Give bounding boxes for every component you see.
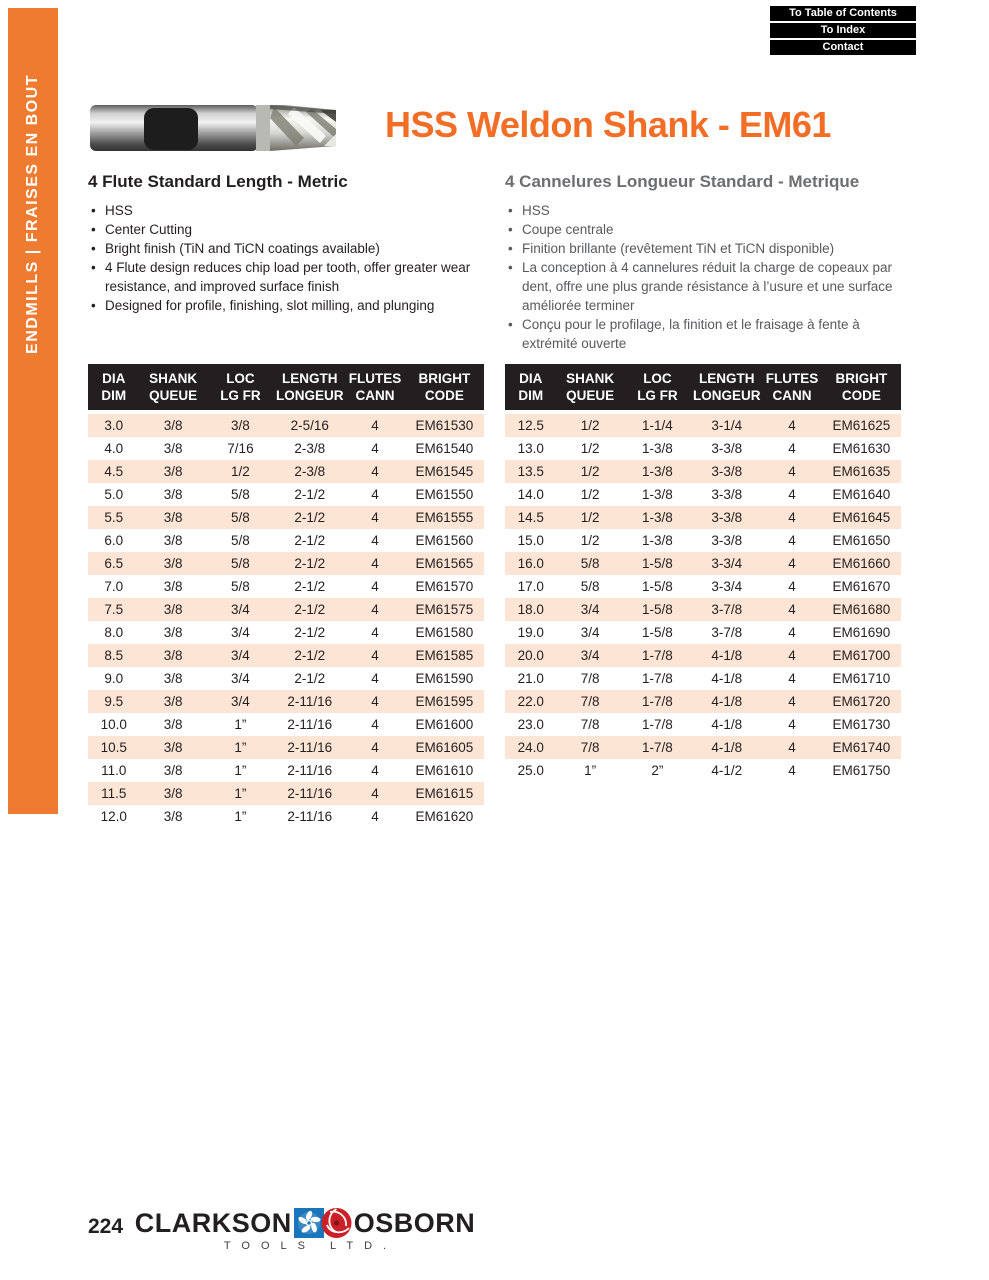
table-cell: 4	[371, 464, 379, 479]
table-cell: 1”	[234, 717, 247, 732]
table-cell: 21.0	[517, 671, 544, 686]
table-row	[505, 644, 901, 667]
table-cell: 4	[788, 487, 796, 502]
table-cell: 1”	[234, 809, 247, 824]
col-header-shank: SHANK QUEUE	[556, 364, 623, 414]
table-cell: 5/8	[231, 556, 250, 571]
feature-list-french	[505, 201, 915, 353]
table-cell: 4	[371, 602, 379, 617]
table-cell: 3/4	[580, 602, 600, 617]
table-row	[505, 575, 901, 598]
table-cell: 4	[788, 671, 796, 686]
table-cell: 4	[371, 648, 379, 663]
table-cell: 4	[371, 533, 379, 548]
table-cell: 1-5/8	[642, 602, 673, 617]
table-row	[505, 483, 901, 506]
table-cell: 4	[371, 510, 379, 525]
table-cell: 20.0	[517, 648, 544, 663]
table-cell: 4	[371, 694, 379, 709]
table-cell: 24.0	[517, 740, 544, 755]
table-row	[505, 736, 901, 759]
table-cell: 3/8	[163, 740, 183, 755]
table-cell: 3-7/8	[711, 602, 743, 617]
table-cell: 3/8	[163, 487, 183, 502]
table-row	[505, 437, 901, 460]
col-header-flutes: FLUTES CANN	[345, 364, 404, 414]
sidebar-category-label: ENDMILLS | FRAISES EN BOUT	[24, 74, 41, 354]
table-cell: 4-1/8	[711, 648, 743, 663]
bullet-item: • Finition brillante (revêtement TiN et TiCN disponible)	[505, 239, 915, 258]
table-row	[88, 506, 484, 529]
table-cell: EM61530	[415, 418, 474, 433]
table-cell: 2-5/16	[290, 418, 329, 433]
table-cell: 3-3/4	[711, 556, 743, 571]
table-cell: EM61540	[415, 441, 474, 456]
company-logo	[134, 1206, 476, 1252]
table-cell: 1/2	[231, 464, 250, 479]
table-row	[505, 759, 901, 782]
table-cell: 23.0	[517, 717, 544, 732]
table-cell: 4	[371, 556, 379, 571]
table-cell: 2-1/2	[294, 579, 326, 594]
table-cell: 7.0	[104, 579, 124, 594]
table-cell: 4.0	[104, 441, 124, 456]
table-cell: 4	[371, 740, 379, 755]
table-cell: 1-7/8	[642, 717, 673, 732]
table-cell: 7/8	[580, 740, 600, 755]
table-cell: 1/2	[580, 464, 600, 479]
table-cell: 1-3/8	[642, 510, 673, 525]
table-cell: EM61595	[415, 694, 474, 709]
table-cell: 4-1/2	[711, 763, 743, 778]
table-cell: 2”	[651, 763, 664, 778]
table-cell: 1-5/8	[642, 579, 673, 594]
table-row	[88, 414, 484, 437]
table-cell: 2-11/16	[287, 763, 333, 778]
table-cell: 3-3/8	[711, 510, 743, 525]
table-cell: 1-7/8	[642, 671, 673, 686]
table-cell: 4	[788, 717, 796, 732]
table-cell: EM61565	[415, 556, 474, 571]
table-row	[88, 575, 484, 598]
table-cell: 4	[371, 487, 379, 502]
brand-subtitle: TOOLS LTD.	[223, 1240, 398, 1252]
table-cell: 5.5	[104, 510, 124, 525]
table-cell: 2-3/8	[294, 464, 326, 479]
table-cell: 2-11/16	[287, 786, 333, 801]
table-cell: 3-3/8	[711, 487, 743, 502]
table-cell: 7/16	[227, 441, 254, 456]
table-row	[88, 483, 484, 506]
to-table-of-contents-button[interactable]: To Table of Contents	[770, 6, 916, 21]
table-cell: 3/4	[580, 625, 600, 640]
table-row	[505, 598, 901, 621]
table-cell: 1-3/8	[642, 487, 673, 502]
table-cell: 17.0	[517, 579, 544, 594]
table-cell: 1/2	[580, 533, 600, 548]
table-cell: 4	[371, 809, 379, 824]
spec-table-metric-left	[88, 364, 484, 828]
endmill-product-photo	[88, 94, 340, 160]
col-header-bright: BRIGHT CODE	[822, 364, 901, 414]
table-cell: 3/4	[231, 694, 250, 709]
table-cell: EM61680	[832, 602, 891, 617]
table-cell: 5/8	[580, 556, 600, 571]
table-cell: 5/8	[231, 533, 250, 548]
table-row	[88, 552, 484, 575]
contact-button[interactable]: Contact	[770, 40, 916, 55]
table-cell: 2-1/2	[294, 556, 326, 571]
table-cell: 5/8	[580, 579, 600, 594]
table-cell: 1”	[234, 740, 247, 755]
table-row	[505, 506, 901, 529]
table-cell: 3/8	[163, 625, 183, 640]
table-cell: 1-5/8	[642, 556, 673, 571]
table-cell: 3/8	[163, 533, 183, 548]
bullet-item: • Bright finish (TiN and TiCN coatings available)	[88, 239, 493, 258]
col-header-loc: LOC LG FR	[624, 364, 691, 414]
bullet-item: • La conception à 4 cannelures réduit la charge de copeaux par dent, offre une plus grande résistance à l’usure et une surface améliorée terminer	[505, 258, 915, 315]
table-cell: 4	[371, 786, 379, 801]
sidebar-label-wrap	[8, 66, 58, 362]
table-row	[88, 437, 484, 460]
table-cell: 3/8	[163, 763, 183, 778]
table-cell: 5.0	[104, 487, 124, 502]
table-cell: 4-1/8	[711, 694, 743, 709]
table-cell: 1-3/8	[642, 441, 673, 456]
table-row	[88, 713, 484, 736]
spec-table-metric-right	[505, 364, 901, 782]
table-row	[505, 621, 901, 644]
table-row	[88, 782, 484, 805]
table-row	[88, 598, 484, 621]
table-cell: 1/2	[580, 418, 600, 433]
table-cell: 7/8	[580, 671, 600, 686]
table-cell: 4.5	[104, 464, 124, 479]
table-cell: 3/8	[163, 671, 183, 686]
bullet-item: • HSS	[505, 201, 915, 220]
table-cell: 4	[788, 694, 796, 709]
table-cell: 1-3/8	[642, 533, 673, 548]
table-cell: 3/8	[163, 694, 183, 709]
table-cell: 4	[788, 441, 796, 456]
table-cell: 2-1/2	[294, 533, 326, 548]
brand-name-osborn: OSBORN	[353, 1207, 476, 1238]
page-number: 224	[88, 1215, 124, 1238]
table-cell: 2-11/16	[287, 694, 333, 709]
table-cell: EM61640	[832, 487, 891, 502]
table-cell: 4	[788, 464, 796, 479]
table-cell: EM61700	[832, 648, 891, 663]
table-cell: EM61570	[415, 579, 474, 594]
brand-name-clarkson: CLARKSON	[134, 1207, 292, 1238]
table-cell: 5/8	[231, 510, 250, 525]
table-cell: 4	[788, 648, 796, 663]
col-header-loc: LOC LG FR	[207, 364, 274, 414]
table-cell: 1-7/8	[642, 648, 673, 663]
bullet-item: • Center Cutting	[88, 220, 493, 239]
table-cell: 1-7/8	[642, 694, 673, 709]
table-header	[88, 364, 484, 414]
table-cell: 22.0	[517, 694, 544, 709]
table-row	[88, 529, 484, 552]
table-cell: 2-1/2	[294, 487, 326, 502]
table-cell: EM61605	[415, 740, 474, 755]
table-cell: EM61720	[832, 694, 891, 709]
table-cell: 10.0	[100, 717, 127, 732]
table-cell: 11.5	[101, 786, 127, 801]
table-cell: 1-5/8	[642, 625, 673, 640]
col-header-dia: DIA DIM	[505, 364, 556, 414]
table-cell: 14.5	[517, 510, 544, 525]
table-cell: EM61650	[832, 533, 891, 548]
table-cell: 3-7/8	[711, 625, 743, 640]
table-cell: 13.0	[517, 441, 544, 456]
table-row	[505, 552, 901, 575]
table-cell: 12.0	[100, 809, 127, 824]
to-index-button[interactable]: To Index	[770, 23, 916, 38]
table-cell: 7/8	[580, 717, 600, 732]
table-cell: EM61600	[415, 717, 474, 732]
table-cell: EM61645	[832, 510, 891, 525]
table-cell: 3/8	[163, 441, 183, 456]
table-cell: 4	[788, 418, 796, 433]
table-cell: 2-11/16	[287, 717, 333, 732]
table-cell: 16.0	[517, 556, 544, 571]
table-row	[505, 667, 901, 690]
table-cell: 1”	[234, 786, 247, 801]
table-cell: 4	[788, 740, 796, 755]
table-cell: 2-1/2	[294, 648, 326, 663]
table-row	[88, 736, 484, 759]
table-row	[88, 621, 484, 644]
bullet-item: • HSS	[88, 201, 493, 220]
table-cell: 1-1/4	[642, 418, 673, 433]
bullet-item: • Designed for profile, finishing, slot milling, and plunging	[88, 296, 493, 315]
table-cell: 4-1/8	[711, 717, 743, 732]
table-cell: EM61610	[415, 763, 474, 778]
table-cell: 2-1/2	[294, 625, 326, 640]
table-cell: 3-3/8	[711, 464, 743, 479]
table-cell: 3/8	[163, 579, 183, 594]
table-cell: EM61585	[415, 648, 474, 663]
feature-list-english	[88, 201, 493, 315]
table-row	[505, 529, 901, 552]
table-cell: 3/8	[163, 786, 183, 801]
table-cell: 10.5	[100, 740, 127, 755]
table-cell: 5/8	[231, 487, 250, 502]
table-cell: 3-3/4	[711, 579, 743, 594]
table-cell: 3/8	[163, 464, 183, 479]
table-header	[505, 364, 901, 414]
table-cell: EM61580	[415, 625, 474, 640]
table-cell: 3/4	[231, 602, 250, 617]
table-cell: 4-1/8	[711, 671, 743, 686]
pinwheel-logo-icon	[294, 1206, 352, 1240]
table-cell: 3/4	[580, 648, 600, 663]
table-cell: EM61575	[415, 602, 474, 617]
table-cell: 1”	[234, 763, 247, 778]
table-cell: EM61730	[832, 717, 891, 732]
table-cell: 3/8	[163, 510, 183, 525]
table-cell: 4	[788, 556, 796, 571]
table-cell: EM61750	[832, 763, 891, 778]
table-cell: 3/4	[231, 625, 250, 640]
bullet-item: • Coupe centrale	[505, 220, 915, 239]
col-header-flutes: FLUTES CANN	[762, 364, 821, 414]
page-title: HSS Weldon Shank - EM61	[385, 104, 831, 145]
table-cell: 3/4	[231, 671, 250, 686]
table-cell: 6.5	[104, 556, 124, 571]
table-cell: 3/8	[163, 809, 183, 824]
table-cell: 3-1/4	[711, 418, 743, 433]
table-cell: 1/2	[580, 510, 600, 525]
table-row	[88, 690, 484, 713]
table-cell: 3/8	[163, 418, 183, 433]
section-heading-english: 4 Flute Standard Length - Metric	[88, 172, 348, 191]
table-cell: 3/4	[231, 648, 250, 663]
table-cell: EM61660	[832, 556, 891, 571]
table-cell: 3/8	[163, 602, 183, 617]
table-cell: EM61555	[415, 510, 474, 525]
table-cell: 1-3/8	[642, 464, 673, 479]
table-cell: 4	[371, 671, 379, 686]
table-cell: 14.0	[517, 487, 544, 502]
table-row	[88, 805, 484, 828]
table-cell: 2-1/2	[294, 510, 326, 525]
bullet-item: • 4 Flute design reduces chip load per tooth, offer greater wear resistance, and improved surface finish	[88, 258, 493, 296]
table-cell: 2-11/16	[287, 809, 333, 824]
table-cell: 2-11/16	[287, 740, 333, 755]
table-cell: 4	[788, 763, 796, 778]
section-heading-french: 4 Cannelures Longueur Standard - Metrique	[505, 172, 860, 191]
table-cell: EM61690	[832, 625, 891, 640]
category-sidebar	[8, 8, 58, 814]
table-cell: EM61635	[832, 464, 891, 479]
table-cell: EM61670	[832, 579, 891, 594]
table-cell: 1-7/8	[642, 740, 673, 755]
table-cell: 7.5	[104, 602, 124, 617]
table-cell: EM61590	[415, 671, 474, 686]
table-cell: 11.0	[101, 763, 127, 778]
table-cell: 4	[788, 510, 796, 525]
nav-buttons	[770, 6, 916, 57]
table-cell: 8.5	[104, 648, 124, 663]
table-row	[88, 759, 484, 782]
table-cell: EM61560	[415, 533, 474, 548]
table-cell: 8.0	[104, 625, 124, 640]
table-row	[88, 667, 484, 690]
table-row	[505, 460, 901, 483]
table-cell: 13.5	[517, 464, 544, 479]
table-cell: 4	[788, 533, 796, 548]
table-cell: 3-3/8	[711, 441, 743, 456]
table-cell: 1/2	[580, 441, 600, 456]
table-cell: 1”	[584, 763, 597, 778]
table-cell: 4	[371, 418, 379, 433]
table-cell: 12.5	[517, 418, 544, 433]
table-cell: 2-1/2	[294, 602, 326, 617]
table-cell: 25.0	[517, 763, 544, 778]
table-cell: 9.0	[104, 671, 124, 686]
table-cell: 4	[371, 579, 379, 594]
table-cell: 3.0	[104, 418, 124, 433]
table-cell: 4-1/8	[711, 740, 743, 755]
table-cell: EM61630	[832, 441, 891, 456]
table-row	[505, 690, 901, 713]
table-cell: 4	[371, 441, 379, 456]
table-cell: 4	[371, 717, 379, 732]
table-cell: 3/8	[163, 717, 183, 732]
table-cell: 15.0	[517, 533, 544, 548]
col-header-length: LENGTH LONGEUR	[274, 364, 345, 414]
col-header-shank: SHANK QUEUE	[139, 364, 206, 414]
table-row	[505, 713, 901, 736]
table-cell: EM61620	[415, 809, 474, 824]
table-row	[505, 414, 901, 437]
table-cell: 7/8	[580, 694, 600, 709]
table-cell: EM61710	[832, 671, 891, 686]
table-cell: 3/8	[163, 648, 183, 663]
table-cell: 2-1/2	[294, 671, 326, 686]
table-cell: EM61625	[832, 418, 891, 433]
table-cell: 4	[371, 763, 379, 778]
col-header-length: LENGTH LONGEUR	[691, 364, 762, 414]
table-cell: 3/8	[231, 418, 250, 433]
table-cell: 5/8	[231, 579, 250, 594]
table-cell: 18.0	[517, 602, 544, 617]
table-cell: 19.0	[517, 625, 544, 640]
table-cell: 1/2	[580, 487, 600, 502]
table-cell: EM61740	[832, 740, 891, 755]
table-cell: 2-3/8	[294, 441, 326, 456]
table-cell: 3-3/8	[711, 533, 743, 548]
table-cell: 4	[788, 625, 796, 640]
table-cell: EM61545	[415, 464, 474, 479]
table-cell: 9.5	[104, 694, 124, 709]
col-header-dia: DIA DIM	[88, 364, 139, 414]
table-row	[88, 460, 484, 483]
table-cell: 3/8	[163, 556, 183, 571]
bullet-item: • Conçu pour le profilage, la finition et le fraisage à fente à extrémité ouverte	[505, 315, 915, 353]
table-cell: 6.0	[104, 533, 124, 548]
col-header-bright: BRIGHT CODE	[405, 364, 484, 414]
table-cell: 4	[788, 579, 796, 594]
table-row	[88, 644, 484, 667]
table-cell: 4	[371, 625, 379, 640]
table-cell: 4	[788, 602, 796, 617]
table-cell: EM61550	[415, 487, 474, 502]
table-cell: EM61615	[415, 786, 474, 801]
